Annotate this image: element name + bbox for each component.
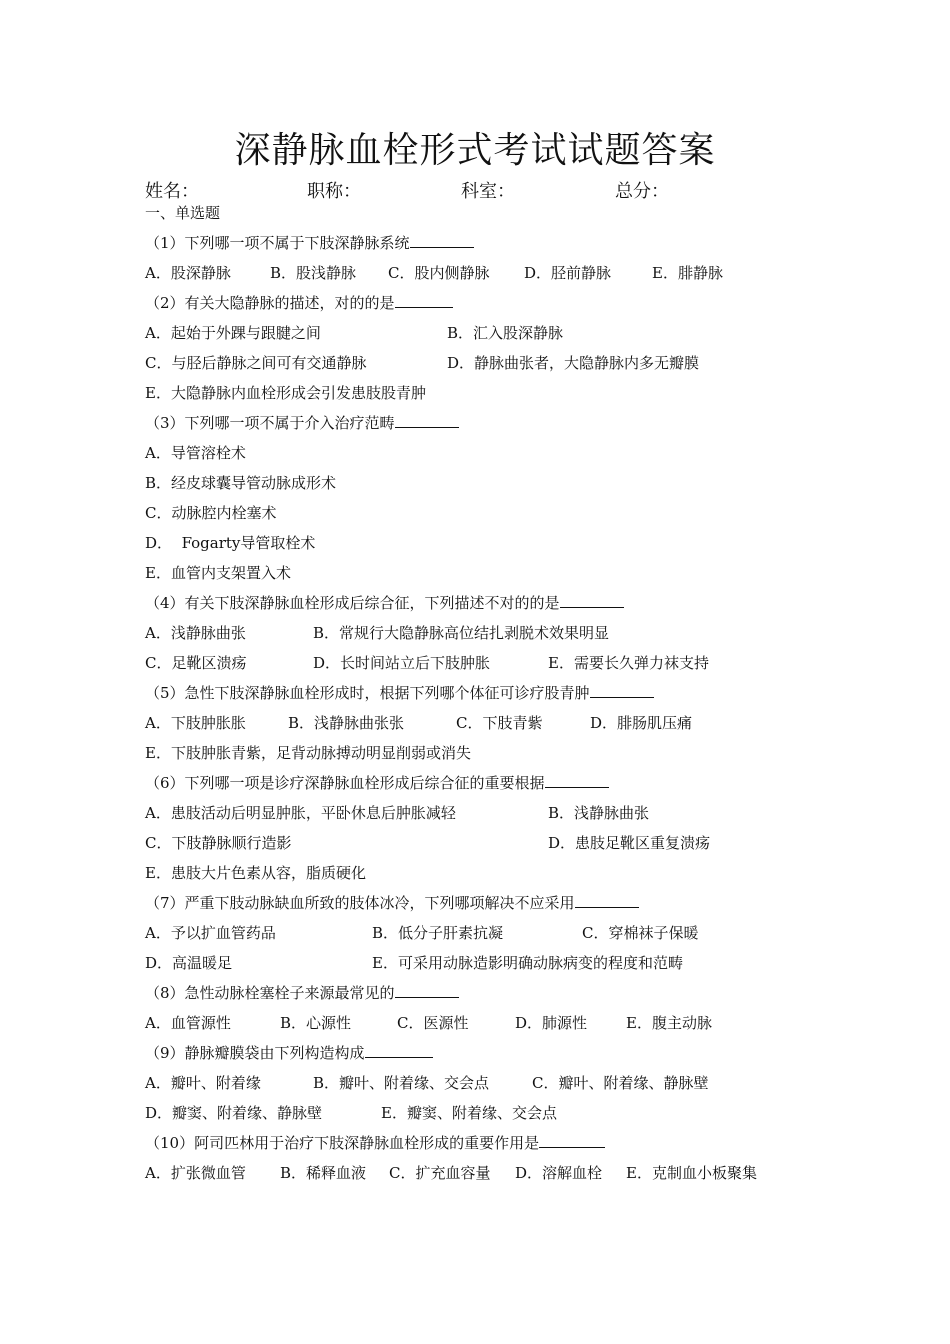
q5-option-b: B．浅静脉曲张张 <box>288 714 405 732</box>
answer-blank <box>395 983 459 998</box>
q3-option-b: B．经皮球囊导管动脉成形术 <box>145 474 337 492</box>
q3-option-e: E．血管内支架置入术 <box>145 564 291 582</box>
q4-option-d: D．长时间站立后下肢肿胀 <box>313 654 491 672</box>
q4-option-e: E．需要长久弹力袜支持 <box>548 654 709 672</box>
answer-blank <box>395 293 453 308</box>
q6-option-a: A．患肢活动后明显肿胀，平卧休息后肿胀减轻 <box>145 804 456 822</box>
q9-option-b: B．瓣叶、附着缘、交会点 <box>313 1074 490 1092</box>
q9-option-d: D．瓣窦、附着缘、静脉壁 <box>145 1104 323 1122</box>
q1-option-b: B．股浅静脉 <box>270 264 357 282</box>
q5-option-d: D．腓肠肌压痛 <box>590 714 693 732</box>
q7-option-b: B．低分子肝素抗凝 <box>372 924 504 942</box>
answer-blank <box>575 893 639 908</box>
answer-blank <box>560 593 624 608</box>
answer-blank <box>410 233 474 248</box>
q2-option-e: E．大隐静脉内血栓形成会引发患肢股青肿 <box>145 384 426 402</box>
question-3-stem: （3）下列哪一项不属于介入治疗范畴 <box>145 412 459 434</box>
question-6-stem: （6）下列哪一项是诊疗深静脉血栓形成后综合征的重要根据 <box>145 772 609 794</box>
q2-option-c: C．与胫后静脉之间可有交通静脉 <box>145 354 367 372</box>
question-1-stem: （1）下列哪一项不属于下肢深静脉系统 <box>145 232 474 254</box>
q10-option-a: A．扩张微血管 <box>145 1164 246 1182</box>
answer-blank <box>545 773 609 788</box>
q1-option-a: A．股深静脉 <box>145 264 231 282</box>
q6-option-b: B．浅静脉曲张 <box>548 804 650 822</box>
q5-option-a: A．下肢肿胀胀 <box>145 714 246 732</box>
q2-option-b: B．汇入股深静脉 <box>447 324 564 342</box>
q8-option-d: D．肺源性 <box>515 1014 588 1032</box>
q6-option-d: D．患肢足靴区重复溃疡 <box>548 834 711 852</box>
job-title-label: 职称： <box>307 181 361 202</box>
question-2-stem: （2）有关大隐静脉的描述，对的的是 <box>145 292 453 314</box>
q10-option-e: E．克制血小板聚集 <box>626 1164 757 1182</box>
answer-blank <box>365 1043 433 1058</box>
answer-blank <box>395 413 459 428</box>
q5-option-e: E．下肢肿胀青紫，足背动脉搏动明显削弱或消失 <box>145 744 471 762</box>
q10-option-d: D．溶解血栓 <box>515 1164 603 1182</box>
q8-option-e: E．腹主动脉 <box>626 1014 712 1032</box>
department-label: 科室： <box>461 181 515 202</box>
answer-blank <box>590 683 654 698</box>
question-8-stem: （8）急性动脉栓塞栓子来源最常见的 <box>145 982 459 1004</box>
q3-option-c: C．动脉腔内栓塞术 <box>145 504 277 522</box>
q4-option-b: B．常规行大隐静脉高位结扎剥脱术效果明显 <box>313 624 610 642</box>
q3-option-a: A．导管溶栓术 <box>145 444 246 462</box>
q6-option-e: E．患肢大片色素从容，脂质硬化 <box>145 864 366 882</box>
question-5-stem: （5）急性下肢深静脉血栓形成时，根据下列哪个体征可诊疗股青肿 <box>145 682 654 704</box>
q3-option-d: D． Fogarty导管取栓术 <box>145 534 316 552</box>
q8-option-c: C．医源性 <box>397 1014 469 1032</box>
q1-option-d: D．胫前静脉 <box>524 264 612 282</box>
total-score-label: 总分： <box>615 181 669 202</box>
q2-option-d: D．静脉曲张者，大隐静脉内多无瓣膜 <box>447 354 700 372</box>
q4-option-c: C．足靴区溃疡 <box>145 654 247 672</box>
q7-option-e: E．可采用动脉造影明确动脉病变的程度和范畴 <box>372 954 683 972</box>
page-title: 深静脉血栓形式考试试题答案 <box>234 130 716 171</box>
q10-option-c: C．扩充血容量 <box>389 1164 491 1182</box>
q7-option-a: A．予以扩血管药品 <box>145 924 276 942</box>
question-10-stem: （10）阿司匹林用于治疗下肢深静脉血栓形成的重要作用是 <box>145 1132 605 1154</box>
q6-option-c: C．下肢静脉顺行造影 <box>145 834 292 852</box>
q10-option-b: B．稀释血液 <box>280 1164 367 1182</box>
q2-option-a: A．起始于外踝与跟腱之间 <box>145 324 321 342</box>
q9-option-a: A．瓣叶、附着缘 <box>145 1074 261 1092</box>
q1-option-c: C．股内侧静脉 <box>388 264 490 282</box>
q7-option-d: D．高温暖足 <box>145 954 233 972</box>
name-label: 姓名： <box>145 181 199 202</box>
q4-option-a: A．浅静脉曲张 <box>145 624 246 642</box>
q9-option-c: C．瓣叶、附着缘、静脉壁 <box>532 1074 709 1092</box>
question-4-stem: （4）有关下肢深静脉血栓形成后综合征，下列描述不对的的是 <box>145 592 624 614</box>
question-7-stem: （7）严重下肢动脉缺血所致的肢体冰冷，下列哪项解决不应采用 <box>145 892 639 914</box>
q8-option-b: B．心源性 <box>280 1014 352 1032</box>
exam-header <box>145 177 845 201</box>
question-9-stem: （9）静脉瓣膜袋由下列构造构成 <box>145 1042 433 1064</box>
q9-option-e: E．瓣窦、附着缘、交会点 <box>381 1104 557 1122</box>
q8-option-a: A．血管源性 <box>145 1014 231 1032</box>
q1-option-e: E．腓静脉 <box>652 264 723 282</box>
section-heading: 一、单选题 <box>145 204 221 222</box>
q5-option-c: C．下肢青紫 <box>456 714 543 732</box>
q7-option-c: C．穿棉袜子保暖 <box>582 924 699 942</box>
answer-blank <box>539 1133 605 1148</box>
